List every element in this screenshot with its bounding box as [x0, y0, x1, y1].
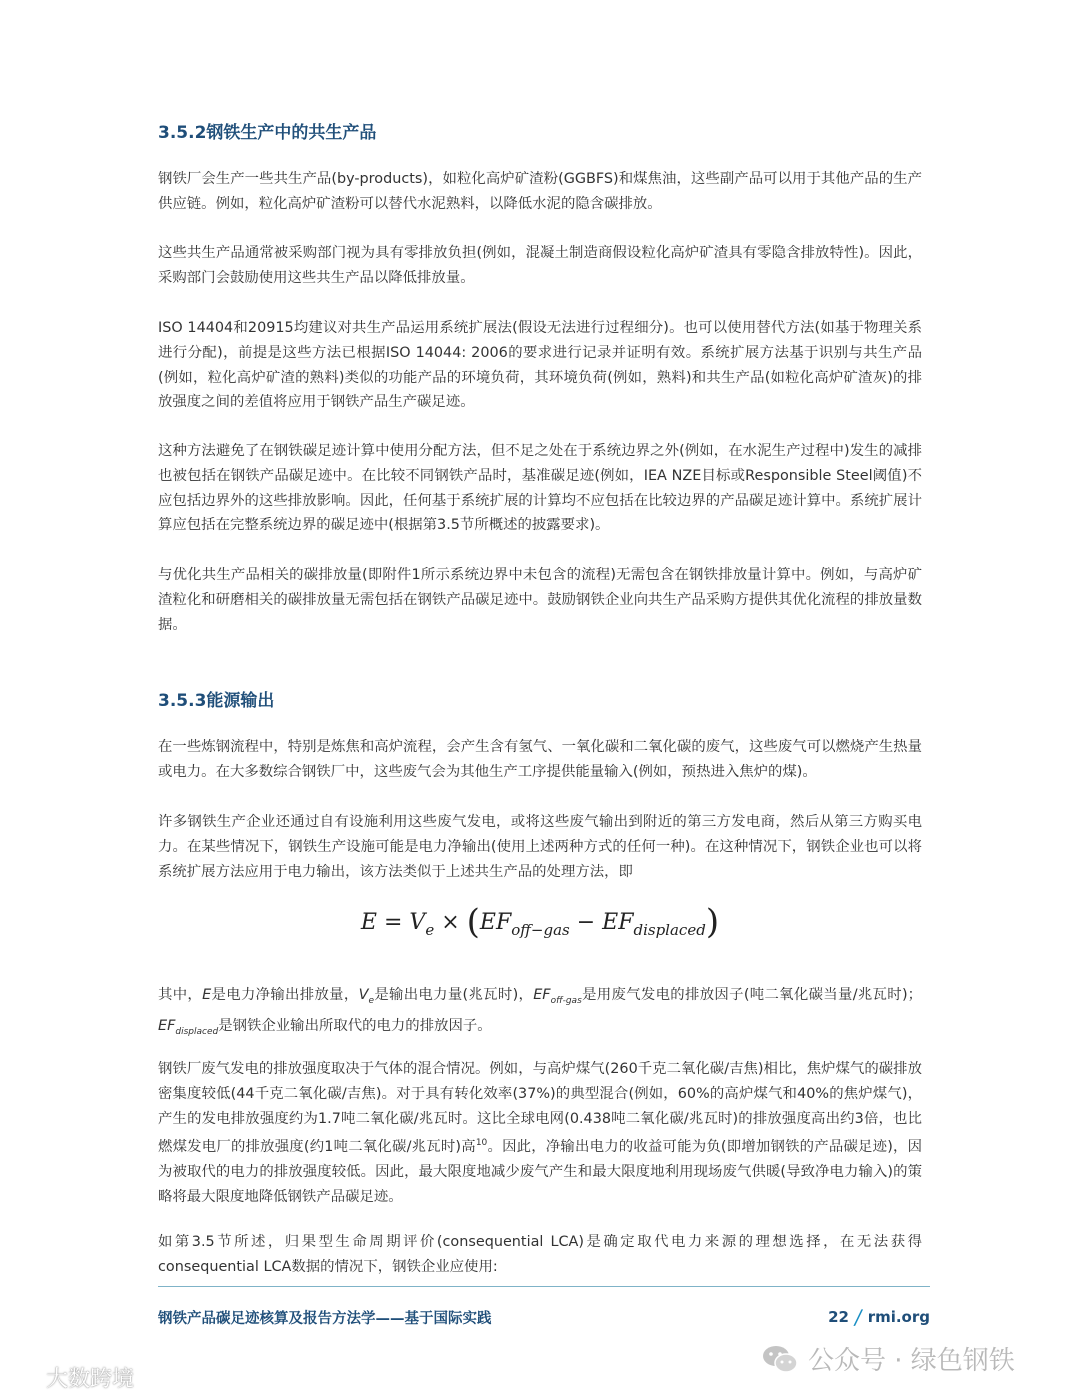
paragraph: 如第3.5节所述，归果型生命周期评价(consequential LCA)是确定取代电力来源的理想选择，在无法获得consequential LCA数据的情况下，钢铁企业应使用:: [158, 1234, 922, 1275]
paragraph: 与优化共生产品相关的碳排放量(即附件1所示系统边界中未包含的流程)无需包含在钢铁排放量计算中。例如，与高炉矿渣粒化和研磨相关的碳排放量无需包括在钢铁产品碳足迹中。鼓励钢铁企业向共生产品采购方提供其优化流程的排放量数据。: [158, 567, 922, 633]
formula-definition: [158, 983, 922, 1044]
logo-icon: [4, 1364, 42, 1392]
paragraph: ISO 14404和20915均建议对共生产品运用系统扩展法(假设无法进行过程细分)。也可以使用替代方法(如基于物理关系进行分配)，前提是这些方法已根据ISO 14044: 2006的要求进行记录并证明有效。系统扩展方法基于识别与共生产品(例如，粒化高炉矿渣的熟料)类似的功能产品的环境负荷，其环境负荷(例如，熟料)和共生产品(如粒化高炉矿渣灰)的排放强度之间的差值将应用于钢铁产品生产碳足迹。: [158, 320, 922, 411]
formula-equals: =: [383, 910, 403, 935]
page-number: 22: [828, 1308, 849, 1326]
slash-icon: /: [852, 1305, 864, 1329]
var-ef-displaced-sub: displaced: [175, 1026, 219, 1037]
footer-divider: [158, 1286, 930, 1287]
wechat-icon: [762, 1344, 798, 1374]
var-ef-displaced: EF: [158, 1017, 176, 1034]
formula-rparen: ): [705, 902, 720, 942]
formula-v: V: [409, 910, 426, 935]
formula-minus: −: [576, 910, 596, 935]
wechat-watermark: [762, 1340, 1015, 1377]
site-link[interactable]: rmi.org: [867, 1308, 930, 1326]
formula-ef-displaced: EF: [602, 910, 634, 935]
corner-watermark-text: 大数跨境: [46, 1367, 135, 1392]
text-run: 。因此，净输出电力的收益可能为负(即增加钢铁的产品碳足迹)，因为被取代的电力的排放强度较低。因此，最大限度地减少废气产生和最大限度地利用现场废气供暖(导致净电力输入)的策略将最大限度地降低钢铁产品碳足迹。: [158, 1139, 923, 1205]
footer-page-info: [828, 1305, 930, 1329]
section-heading-3-5-3: 3.5.3能源输出: [158, 691, 275, 711]
formula-times: ×: [441, 910, 460, 935]
corner-watermark: [4, 1362, 134, 1393]
var-ef-offgas: EF: [533, 987, 551, 1003]
footer-title: 钢铁产品碳足迹核算及报告方法学——基于国际实践: [158, 1311, 492, 1327]
text-run: 是钢铁企业输出所取代的电力的排放因子。: [218, 1017, 492, 1034]
emission-formula: [0, 902, 1080, 942]
text-run: 是输出电力量(兆瓦时)，: [374, 987, 534, 1003]
var-e: E: [202, 987, 212, 1003]
paragraph: 钢铁厂会生产一些共生产品(by-products)，如粒化高炉矿渣粉(GGBFS)和煤焦油，这些副产品可以用于其他产品的生产供应链。例如，粒化高炉矿渣粉可以替代水泥熟料，以降低水泥的隐含碳排放。: [158, 171, 922, 212]
formula-ef-offgas-sub: off−gas: [511, 921, 570, 939]
text-run: 是电力净输出排放量，: [211, 987, 359, 1003]
var-v: V: [358, 987, 369, 1003]
section-heading-3-5-2: 3.5.2钢铁生产中的共生产品: [158, 123, 377, 143]
formula-e: E: [360, 910, 377, 935]
var-v-sub: e: [368, 995, 374, 1006]
text-run: 是用废气发电的排放因子(吨二氧化碳当量/兆瓦时)；: [581, 987, 922, 1003]
formula-v-sub: e: [425, 921, 435, 939]
var-ef-offgas-sub: off-gas: [550, 995, 582, 1006]
paragraph: 这种方法避免了在钢铁碳足迹计算中使用分配方法，但不足之处在于系统边界之外(例如，在水泥生产过程中)发生的减排也被包括在钢铁产品碳足迹中。在比较不同钢铁产品时，基准碳足迹(例如，IEA NZE目标或Responsible Steel阈值)不应包括边界外的这些排放影响。因此，任何基于系统扩展的计算均不应包括在比较边界的产品碳足迹计算中。系统扩展计算应包括在完整系统边界的碳足迹中(根据第3.5节所概述的披露要求)。: [158, 443, 922, 534]
paragraph: 这些共生产品通常被采购部门视为具有零排放负担(例如，混凝土制造商假设粒化高炉矿渣具有零隐含排放特性)。因此，采购部门会鼓励使用这些共生产品以降低排放量。: [158, 245, 922, 286]
text-run: 其中，: [158, 987, 203, 1003]
paragraph: [158, 1057, 922, 1210]
formula-ef-displaced-sub: displaced: [633, 921, 706, 939]
formula-ef-offgas: EF: [479, 910, 512, 935]
wechat-account-name: 公众号 · 绿色钢铁: [808, 1346, 1015, 1376]
paragraph: 许多钢铁生产企业还通过自有设施利用这些废气发电，或将这些废气输出到附近的第三方发电商，然后从第三方购买电力。在某些情况下，钢铁生产设施可能是电力净输出(使用上述两种方式的任何一种)。在这种情况下，钢铁企业也可以将系统扩展方法应用于电力输出，该方法类似于上述共生产品的处理方法，即: [158, 814, 922, 880]
text-run: 钢铁厂废气发电的排放强度取决于气体的混合情况。例如，与高炉煤气(260千克二氧化碳/吉焦)相比，焦炉煤气的碳排放密集度较低(44千克二氧化碳/吉焦)。对于具有转化效率(37%)的典型混合(例如，60%的高炉煤气和40%的焦炉煤气)，产生的发电排放强度约为1.7吨二氧化碳/兆瓦时。这比全球电网(0.438吨二氧化碳/兆瓦时)的排放强度高出约3倍，也比燃煤发电厂的排放强度(约1吨二氧化碳/兆瓦时)高: [158, 1061, 922, 1156]
paragraph: 在一些炼钢流程中，特别是炼焦和高炉流程，会产生含有氢气、一氧化碳和二氧化碳的废气，这些废气可以燃烧产生热量或电力。在大多数综合钢铁厂中，这些废气会为其他生产工序提供能量输入(例如，预热进入焦炉的煤)。: [158, 739, 922, 780]
formula-lparen: (: [466, 902, 480, 942]
footnote-ref[interactable]: 10: [475, 1138, 488, 1149]
